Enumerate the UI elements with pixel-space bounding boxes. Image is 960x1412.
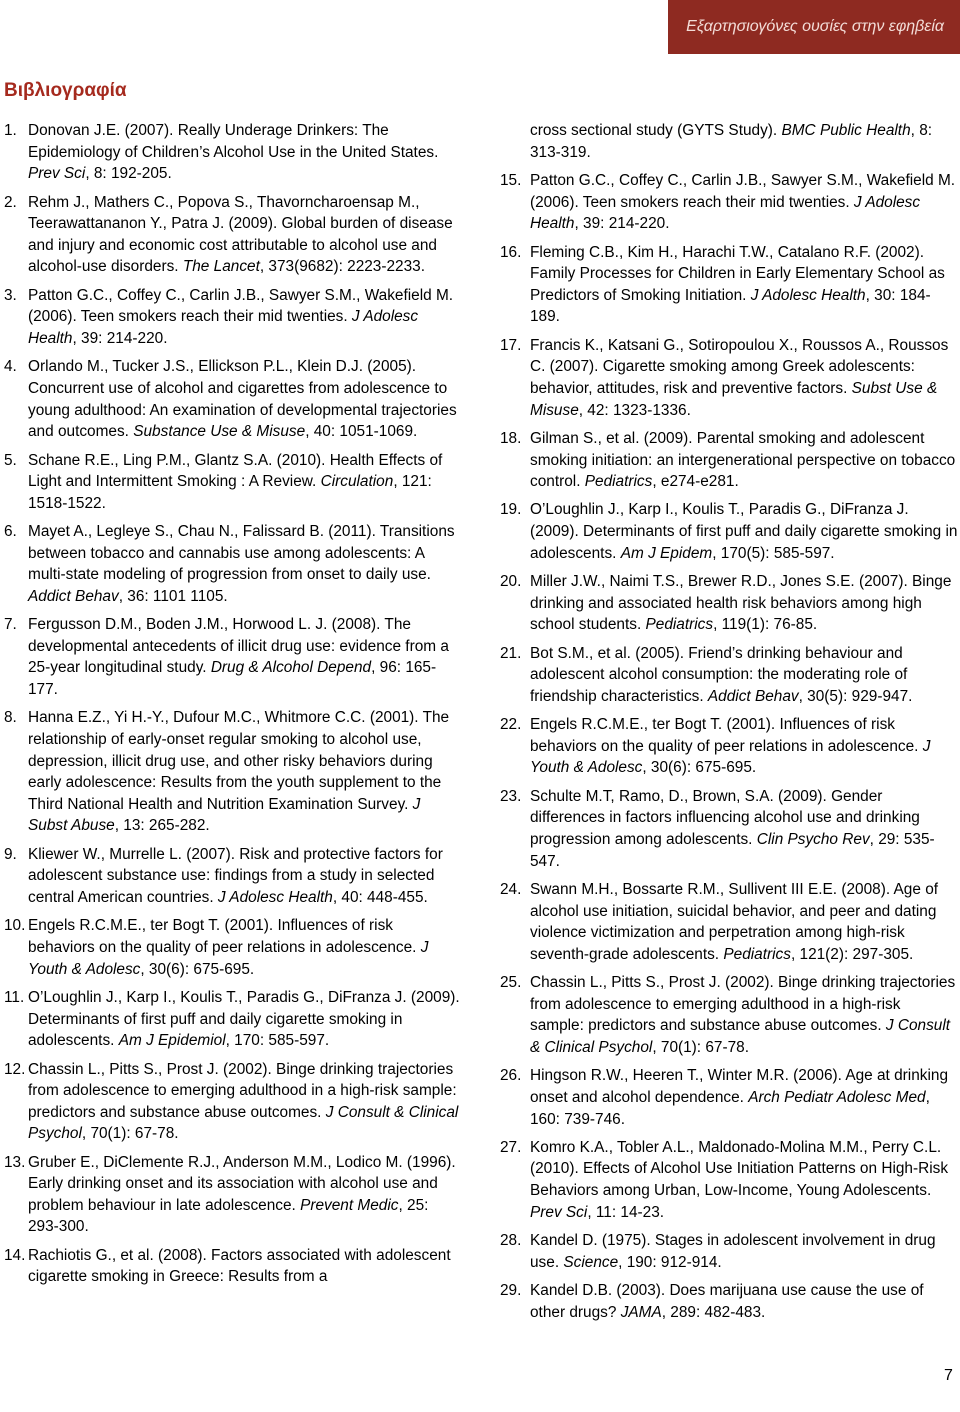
reference-item [500,972,958,1058]
reference-journal: Pediatrics [584,473,653,491]
reference-tail: , 190: 912-914. [618,1253,722,1271]
reference-number: 25. [500,974,522,992]
reference-text: Rachiotis G., et al. (2008). Factors associated with adolescent cigarette smoking in Greece: Results from a [28,1246,451,1286]
reference-tail: , 39: 214-220. [72,329,168,347]
reference-tail: , 30(6): 675-695. [140,960,255,978]
reference-journal: J Adolesc Health [28,308,419,347]
reference-number: 13. [4,1153,26,1171]
reference-journal: J Subst Abuse [28,795,421,835]
reference-tail: , 70(1): 67-78. [652,1038,750,1056]
reference-number: 7. [4,616,17,634]
reference-text: Chassin L., Pitts S., Prost J. (2002). Binge drinking trajectories from adolescence to emerging adulthood in a high-risk sample: predictors and substance abuse outcomes. [530,974,956,1035]
reference-number: 21. [500,644,522,662]
reference-item [500,571,958,636]
reference-item [4,285,460,350]
reference-number: 15. [500,171,522,189]
reference-item [4,614,460,700]
reference-number: 2. [4,193,17,211]
reference-text: Patton G.C., Coffey C., Carlin J.B., Sawyer S.M., Wakefield M. (2006). Teen smokers reach their mid twenties. [28,286,454,326]
reference-number: 17. [500,336,522,354]
reference-item [500,643,958,708]
reference-tail: , 121(2): 297-305. [790,945,914,963]
reference-text: Donovan J.E. (2007). Really Underage Drinkers: The Epidemiology of Children’s Alcohol Use in the United States. [28,122,439,161]
reference-item [4,1059,460,1145]
reference-journal: J Adolesc Health [217,888,333,906]
reference-tail: , 170(5): 585-597. [712,544,835,562]
reference-tail: , 40: 1051-1069. [305,423,418,441]
reference-number: 18. [500,429,522,447]
reference-journal: Am J Epidem [620,544,713,562]
reference-text: Francis K., Katsani G., Sotiropoulou X., Roussos A., Roussos C. (2007). Cigarette smoking among Greek adolescents: behavior, attitudes, risk and preventive factors. [530,336,949,397]
reference-tail: , 25: 293-300. [28,1196,429,1236]
reference-number: 10. [4,917,26,935]
reference-journal: Am J Epidemiol [118,1032,226,1050]
reference-text: Kandel D.B. (2003). Does marijuana use cause the use of other drugs? [530,1282,924,1321]
reference-number: 22. [500,716,522,734]
reference-journal: J Adolesc Health [530,193,921,233]
reference-number: 16. [500,243,522,261]
reference-journal: J Youth & Adolesc [530,737,931,777]
reference-number: 24. [500,880,522,898]
reference-tail: , e274-e281. [652,473,739,491]
reference-item [4,987,460,1052]
reference-number: 19. [500,501,522,519]
reference-journal: Substance Use & Misuse [133,423,306,441]
reference-text: Orlando M., Tucker J.S., Ellickson P.L., Klein D.J. (2005). Concurrent use of alcohol and cigarettes from adolescence to young adulthood: An examination of developmental trajectories and outcomes. [28,358,457,441]
reference-item [4,450,460,515]
reference-text: Gruber E., DiClemente R.J., Anderson M.M., Lodico M. (1996). Early drinking onset and its association with alcohol use and problem behaviour in late adolescence. [28,1153,456,1214]
reference-item [4,915,460,980]
reference-journal: Addict Behav [707,687,799,705]
reference-text: Patton G.C., Coffey C., Carlin J.B., Sawyer S.M., Wakefield M. (2006). Teen smokers reach their mid twenties. [530,171,956,211]
reference-journal: Prev Sci [28,165,86,183]
reference-tail: , 40: 448-455. [332,888,428,906]
reference-item [4,356,460,442]
reference-text: Fleming C.B., Kim H., Harachi T.W., Catalano R.F. (2002). Family Processes for Children in Early Elementary School as Predictors of Smoking Initiation. [530,243,945,304]
reference-item [4,1245,460,1288]
reference-text: Rehm J., Mathers C., Popova S., Thavorncharoensap M., Teerawattananon Y., Patra J. (2009). Global burden of disease and injury and economic cost attributable to alcohol use and alcohol-use disorders. [28,193,453,276]
reference-item [500,1280,958,1323]
reference-tail: , 8: 192-205. [85,165,172,183]
reference-journal: J Adolesc Health [750,286,866,304]
reference-item [4,707,460,837]
reference-tail: , 30(6): 675-695. [642,759,757,777]
reference-text: Bot S.M., et al. (2005). Friend’s drinking behaviour and adolescent alcohol consumption: the moderating role of friendship characteristics. [530,644,908,705]
reference-text: Schane R.E., Ling P.M., Glantz S.A. (2010). Health Effects of Light and Intermittent Smoking : A Review. [28,451,443,491]
reference-journal: Drug & Alcohol Depend [210,659,372,677]
reference-number: 23. [500,787,522,805]
reference-journal: J Youth & Adolesc [28,938,429,978]
reference-text: Hanna E.Z., Yi H.-Y., Dufour M.C., Whitmore C.C. (2001). The relationship of early-onset regular smoking to alcohol use, depression, illicit drug use, and other risky behaviors during early adolescence: Results from the youth supplement to the Third National Health and Nutrition Examination Survey. [28,709,450,813]
reference-item [500,714,958,779]
references-left-column [4,120,460,1295]
reference-tail: , 119(1): 76-85. [713,616,818,634]
reference-tail: , 29: 535-547. [530,830,935,870]
reference-number: 12. [4,1060,26,1078]
reference-item [4,844,460,909]
header-banner: Εξαρτησιογόνες ουσίες στην εφηβεία [668,0,960,54]
reference-tail: , 8: 313-319. [530,122,933,161]
reference-number: 5. [4,451,17,469]
reference-journal: Addict Behav [28,587,119,605]
reference-tail: , 39: 214-220. [574,215,670,233]
reference-item [500,1137,958,1223]
reference-item [500,499,958,564]
reference-tail: , 160: 739-746. [530,1088,930,1128]
reference-number: 8. [4,709,17,727]
reference-number: 4. [4,358,17,376]
reference-text: Mayet A., Legleye S., Chau N., Falissard B. (2011). Transitions between tobacco and cannabis use among adolescents: A multi-state modeling of progression from onset to daily use. [28,523,455,584]
reference-journal: Circulation [320,473,394,491]
reference-number: 6. [4,523,17,541]
reference-number: 29. [500,1282,522,1300]
reference-tail: , 121: 1518-1522. [28,473,432,512]
reference-text: O’Loughlin J., Karp I., Koulis T., Paradis G., DiFranza J. (2009). Determinants of first puff and daily cigarette smoking in adolescents. [530,501,958,562]
reference-number: 1. [4,122,17,139]
reference-text: cross sectional study (GYTS Study). [530,122,782,139]
reference-number: 14. [4,1246,26,1264]
reference-journal: J Consult & Clinical Psychol [28,1103,459,1143]
reference-text: Kandel D. (1975). Stages in adolescent involvement in drug use. [530,1232,936,1271]
reference-text: Schulte M.T, Ramo, D., Brown, S.A. (2009). Gender differences in factors influencing alcohol use and drinking progression among adolescents. [530,787,920,848]
reference-tail: , 30: 184-189. [530,286,931,326]
reference-text: Chassin L., Pitts S., Prost J. (2002). Binge drinking trajectories from adolescence to emerging adulthood in a high-risk sample: predictors and substance abuse outcomes. [28,1060,457,1121]
reference-item [4,192,460,278]
reference-item [500,428,958,493]
reference-number: 26. [500,1067,522,1085]
reference-continuation [500,120,958,163]
reference-text: Fergusson D.M., Boden J.M., Horwood L. J. (2008). The developmental antecedents of illicit drug use: evidence from a 25-year longitudinal study. [28,616,449,677]
reference-tail: , 42: 1323-1336. [578,401,691,419]
reference-number: 9. [4,845,17,863]
reference-item [500,786,958,872]
reference-journal: J Consult & Clinical Psychol [530,1017,951,1056]
reference-item [500,1065,958,1130]
reference-text: Hingson R.W., Heeren T., Winter M.R. (2006). Age at drinking onset and alcohol dependence. [530,1067,949,1106]
reference-number: 28. [500,1232,522,1250]
reference-journal: The Lancet [182,258,260,276]
reference-journal: Prevent Medic [300,1196,399,1214]
reference-item [4,120,460,185]
references-right-column [500,120,958,1330]
reference-item [500,335,958,421]
reference-text: Komro K.A., Tobler A.L., Maldonado-Molina M.M., Perry C.L. (2010). Effects of Alcohol Use Initiation Patterns on High-Risk Behaviors among Urban, Low-Income, Young Adolescents. [530,1138,949,1200]
reference-journal: Prev Sci [530,1203,588,1221]
reference-tail: , 13: 265-282. [114,817,210,835]
reference-journal: Pediatrics [723,945,791,963]
reference-journal: Subst Use & Misuse [530,379,938,419]
reference-number: 20. [500,573,522,591]
reference-text: O’Loughlin J., Karp I., Koulis T., Paradis G., DiFranza J. (2009). Determinants of first puff and daily cigarette smoking in adolescents. [28,988,460,1050]
reference-tail: , 11: 14-23. [587,1203,665,1221]
reference-text: Miller J.W., Naimi T.S., Brewer R.D., Jones S.E. (2007). Binge drinking and associated health risk behaviors among high school students. [530,573,952,634]
reference-item [500,879,958,965]
reference-number: 3. [4,286,17,304]
reference-journal: Clin Psycho Rev [756,830,870,848]
reference-tail: , 70(1): 67-78. [81,1125,179,1143]
reference-journal: Arch Pediatr Adolesc Med [748,1088,926,1106]
reference-tail: , 36: 1101 1105. [118,587,228,605]
section-title: Βιβλιογραφία [4,80,127,101]
reference-journal: JAMA [620,1303,662,1321]
reference-number: 27. [500,1138,522,1156]
reference-tail: , 289: 482-483. [661,1303,766,1321]
reference-text: Kliewer W., Murrelle L. (2007). Risk and protective factors for adolescent substance use: findings from a study in selected central American countries. [28,845,443,906]
reference-item [4,521,460,607]
reference-item [500,242,958,328]
reference-number: 11. [4,988,25,1006]
page-number: 7 [944,1367,953,1384]
reference-text: Swann M.H., Bossarte R.M., Sullivent III E.E. (2008). Age of alcohol use initiation, suicidal behavior, and peer and dating violence victimization and perpetration among high-risk seventh-grade adolescents. [530,880,939,963]
reference-tail: , 170: 585-597. [225,1032,330,1050]
reference-text: Engels R.C.M.E., ter Bogt T. (2001). Influences of risk behaviors on the quality of peer relations in adolescence. [28,917,421,956]
reference-journal: BMC Public Health [781,122,911,139]
reference-text: Engels R.C.M.E., ter Bogt T. (2001). Influences of risk behaviors on the quality of peer relations in adolescence. [530,716,923,755]
reference-item [4,1152,460,1238]
reference-text: Gilman S., et al. (2009). Parental smoking and adolescent smoking initiation: an intergenerational perspective on tobacco control. [530,429,956,491]
reference-tail: , 96: 165-177. [28,659,437,699]
reference-journal: Science [563,1253,619,1271]
reference-item [500,170,958,235]
reference-tail: , 30(5): 929-947. [798,687,913,705]
reference-tail: , 373(9682): 2223-2233. [259,258,426,276]
reference-journal: Pediatrics [645,616,714,634]
reference-item [500,1230,958,1273]
